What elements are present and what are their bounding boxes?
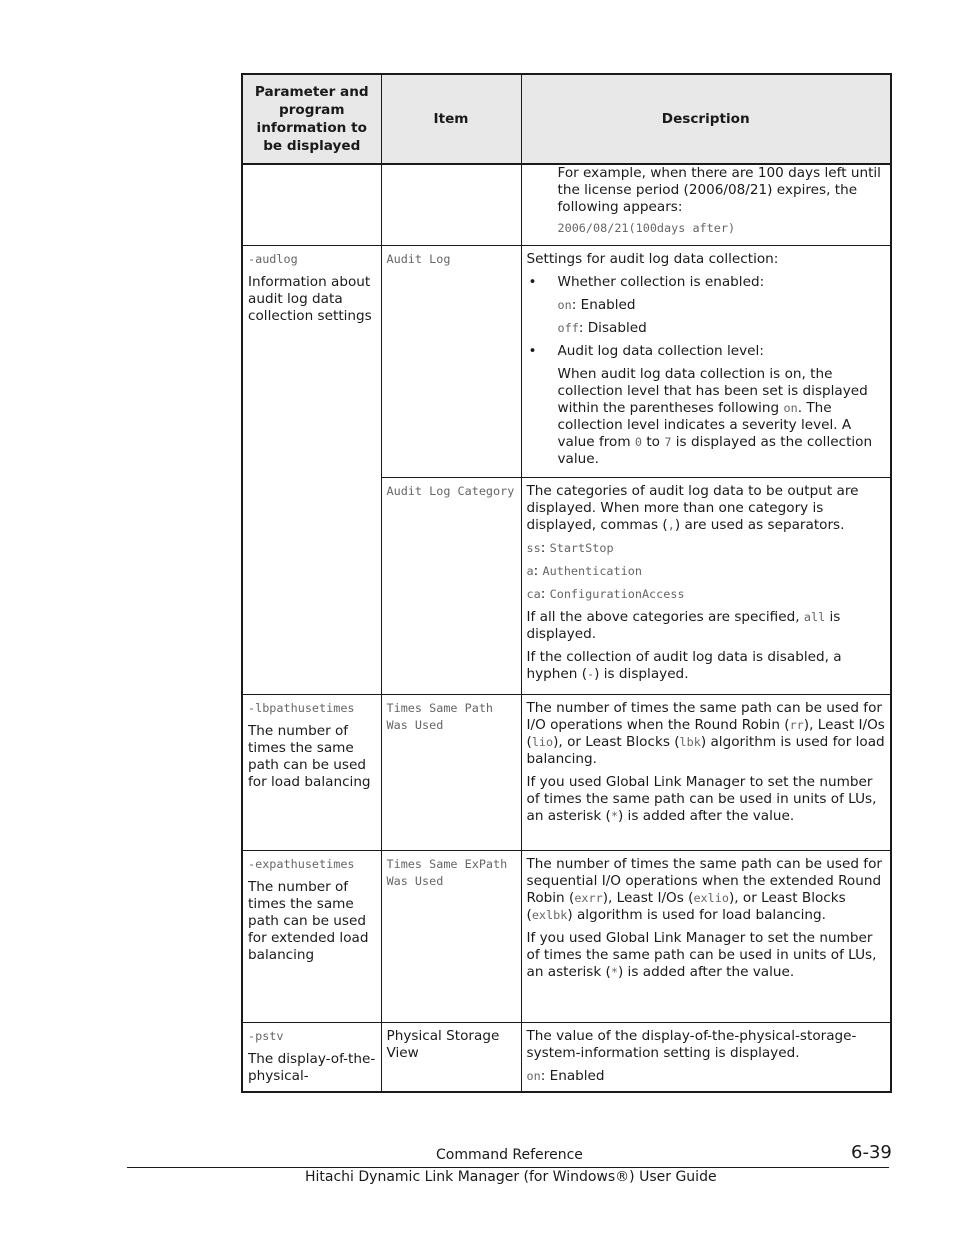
param-cell [242,164,381,245]
value-text: : Enabled [571,296,636,313]
text-run: to [642,433,665,450]
text-run: ), Least I/Os ( [526,716,885,750]
code-value: - [587,666,595,681]
table-row [242,1022,891,1092]
code-value: exrr [574,890,603,905]
param-cell [242,694,381,850]
item-label: Times Same Path Was Used [386,700,494,732]
param-option: -lbpathusetimes [248,700,355,715]
text-run: ) algorithm is used for load balancing. [526,733,885,767]
bullet-text: Whether collection is enabled: [557,273,765,290]
item-label: Audit Log [386,251,451,266]
value-line [527,1068,886,1085]
code-value: rr [789,717,804,732]
text-run: ), Least I/Os ( [602,889,694,906]
text-run: If all the above categories are specified, [526,608,804,625]
footer-section-title: Command Reference [436,1147,583,1163]
text-run: When audit log data collection is on, the collection level that has been set is displayed within the parentheses following [557,365,868,416]
text-run: ), or Least Blocks ( [526,889,846,923]
value-text: : Enabled [540,1067,605,1084]
header-item: Item [381,74,521,164]
description-cell [521,164,891,245]
header-param: Parameter and program information to be displayed [242,74,381,164]
item-label: Audit Log Category [386,483,515,498]
bullet-item [527,274,886,291]
item-label: Times Same ExPath Was Used [386,856,508,888]
text-run: ), or Least Blocks ( [553,733,680,750]
description-text: For example, when there are 100 days left until the license period (2006/08/21) expires, the following appears: [557,165,881,215]
param-info: The number of times the same path can be used for extended load balancing [248,878,369,963]
header-description: Description [521,74,891,164]
code-value: off [557,320,579,335]
description-text: The value of the display-of-the-physical-storage-system-information setting is displayed. [526,1027,857,1061]
text-run: : [533,562,543,579]
table-row [242,245,891,477]
code-value: ca [526,586,541,601]
code-value: ConfigurationAccess [549,586,685,601]
code-value: ss [526,540,541,555]
code-value: StartStop [549,540,614,555]
page-number: 6-39 [851,1142,892,1163]
code-value: * [610,808,618,823]
text-run: ) is added after the value. [617,807,795,824]
item-cell [381,694,521,850]
value-line [527,320,886,337]
item-label: Physical Storage View [386,1027,500,1061]
description-cell [521,477,891,694]
description-cell [521,694,891,850]
description-text [527,649,886,683]
code-value: 0 [634,434,643,449]
value-line [527,297,886,314]
text-run: is displayed as the collection value. [557,433,873,467]
param-option: -audlog [248,251,298,266]
description-text [527,700,886,768]
code-value: , [667,517,675,532]
description-text: Settings for audit log data collection: [526,250,779,267]
bullet-item [527,343,886,360]
footer-divider [127,1167,889,1168]
footer-guide-title: Hitachi Dynamic Link Manager (for Windows®) User Guide [305,1169,717,1185]
code-value: on [557,297,572,312]
description-text [527,609,886,643]
code-value: on [526,1068,541,1083]
code-value: * [610,964,618,979]
parameter-table [241,73,892,1093]
description-text [527,930,886,981]
code-value: on [783,400,798,415]
text-run: The categories of audit log data to be output are displayed. When more than one category is displayed, commas ( [526,482,859,533]
category-line [527,540,886,557]
item-cell [381,164,521,245]
text-run: If you used Global Link Manager to set the number of times the same path can be used in units of LUs, an asterisk ( [526,773,877,824]
text-run: The number of times the same path can be used for I/O operations when the Round Robin ( [526,699,882,733]
item-cell [381,850,521,1022]
code-value: all [803,609,826,624]
text-run: : [540,585,550,602]
description-text [527,856,886,924]
param-cell [242,1022,381,1092]
table-row [242,850,891,1022]
table-header-row [242,74,891,164]
description-text [527,483,886,534]
example-output: 2006/08/21(100days after) [557,221,736,235]
param-info: Information about audit log data collection settings [248,273,372,324]
param-info: The display-of-the-physical- [248,1050,376,1084]
text-run: ) is added after the value. [617,963,795,980]
description-cell [521,245,891,477]
code-value: a [526,563,534,578]
param-info: The number of times the same path can be used for load balancing [248,722,371,790]
bullet-icon: • [528,342,537,359]
param-cell [242,850,381,1022]
code-value: lbk [679,734,701,749]
code-value: exlbk [531,907,568,922]
category-line [527,563,886,580]
item-cell [381,1022,521,1092]
table-row [242,164,891,245]
bullet-text: Audit log data collection level: [557,342,764,359]
description-text [527,774,886,825]
text-run: . The collection level indicates a severity level. A value from [557,399,852,450]
text-run: is displayed. [526,608,841,642]
code-value: lio [531,734,554,749]
text-run: ) is displayed. [594,665,689,682]
text-run: ) algorithm is used for load balancing. [567,906,826,923]
description-cell [521,850,891,1022]
code-value: exlio [693,890,729,905]
code-value: 7 [664,434,672,449]
text-run: If the collection of audit log data is disabled, a hyphen ( [526,648,842,682]
bullet-icon: • [528,273,537,290]
value-text: : Disabled [578,319,647,336]
description-cell [521,1022,891,1092]
text-run: ) are used as separators. [674,516,845,533]
category-line [527,586,886,603]
param-option: -pstv [248,1028,284,1043]
level-description [527,366,886,468]
text-run: : [540,539,550,556]
code-value: Authentication [542,563,642,578]
param-option: -expathusetimes [248,856,355,871]
param-cell [242,245,381,694]
text-run: If you used Global Link Manager to set the number of times the same path can be used in units of LUs, an asterisk ( [526,929,877,980]
item-cell [381,245,521,477]
text-run: The number of times the same path can be used for sequential I/O operations when the extended Round Robin ( [526,855,882,906]
item-cell [381,477,521,694]
table-row [242,694,891,850]
